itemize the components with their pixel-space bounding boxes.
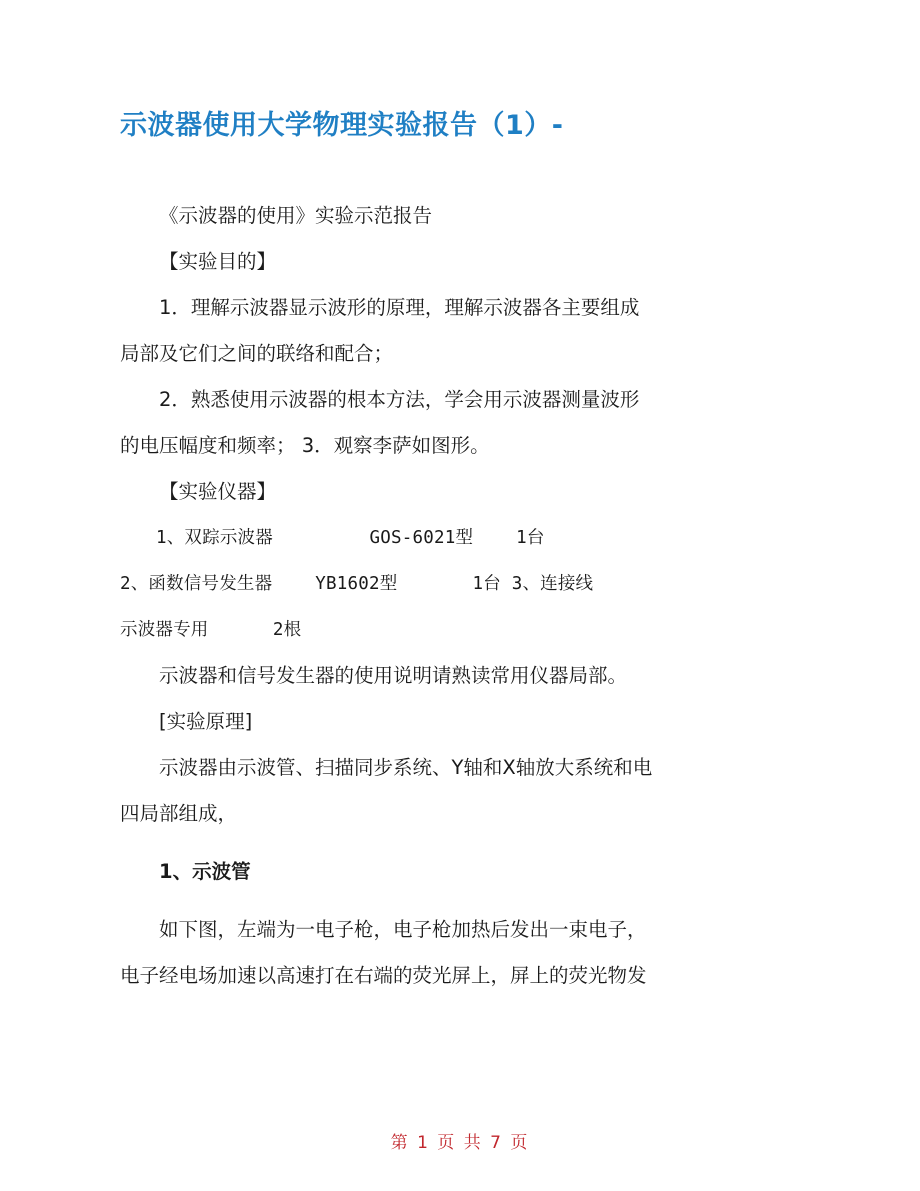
paragraph-line: 如下图，左端为一电子枪，电子枪加热后发出一束电子， bbox=[159, 918, 647, 942]
paragraph-line: 四局部组成， bbox=[120, 802, 238, 826]
paragraph-line: 2．熟悉使用示波器的根本方法，学会用示波器测量波形 bbox=[159, 388, 640, 412]
paragraph-line: 【实验目的】 bbox=[159, 250, 277, 274]
instrument-line: 1、双踪示波器 GOS-6021型 1台 bbox=[156, 528, 545, 549]
paragraph-line: 局部及它们之间的联络和配合； bbox=[120, 342, 394, 366]
page-title: 示波器使用大学物理实验报告（1）- bbox=[120, 110, 564, 141]
paragraph-line: 【实验仪器】 bbox=[159, 480, 277, 504]
paragraph-line: 《示波器的使用》实验示范报告 bbox=[159, 204, 433, 228]
page-footer: 第 1 页 共 7 页 bbox=[390, 1133, 530, 1153]
section-heading: 1、示波管 bbox=[159, 860, 251, 884]
paragraph-line: 示波器和信号发生器的使用说明请熟读常用仪器局部。 bbox=[159, 664, 628, 688]
paragraph-line: 1．理解示波器显示波形的原理，理解示波器各主要组成 bbox=[159, 296, 640, 320]
paragraph-line: 电子经电场加速以高速打在右端的荧光屏上，屏上的荧光物发 bbox=[120, 964, 647, 988]
paragraph-line: [实验原理] bbox=[159, 710, 253, 734]
instrument-line: 2、函数信号发生器 YB1602型 1台 3、连接线 bbox=[120, 574, 594, 595]
document-body bbox=[120, 193, 800, 999]
paragraph-line: 的电压幅度和频率； 3．观察李萨如图形。 bbox=[120, 434, 490, 458]
paragraph-line: 示波器由示波管、扫描同步系统、Y轴和X轴放大系统和电 bbox=[159, 756, 653, 780]
instrument-line: 示波器专用 2根 bbox=[120, 620, 302, 641]
